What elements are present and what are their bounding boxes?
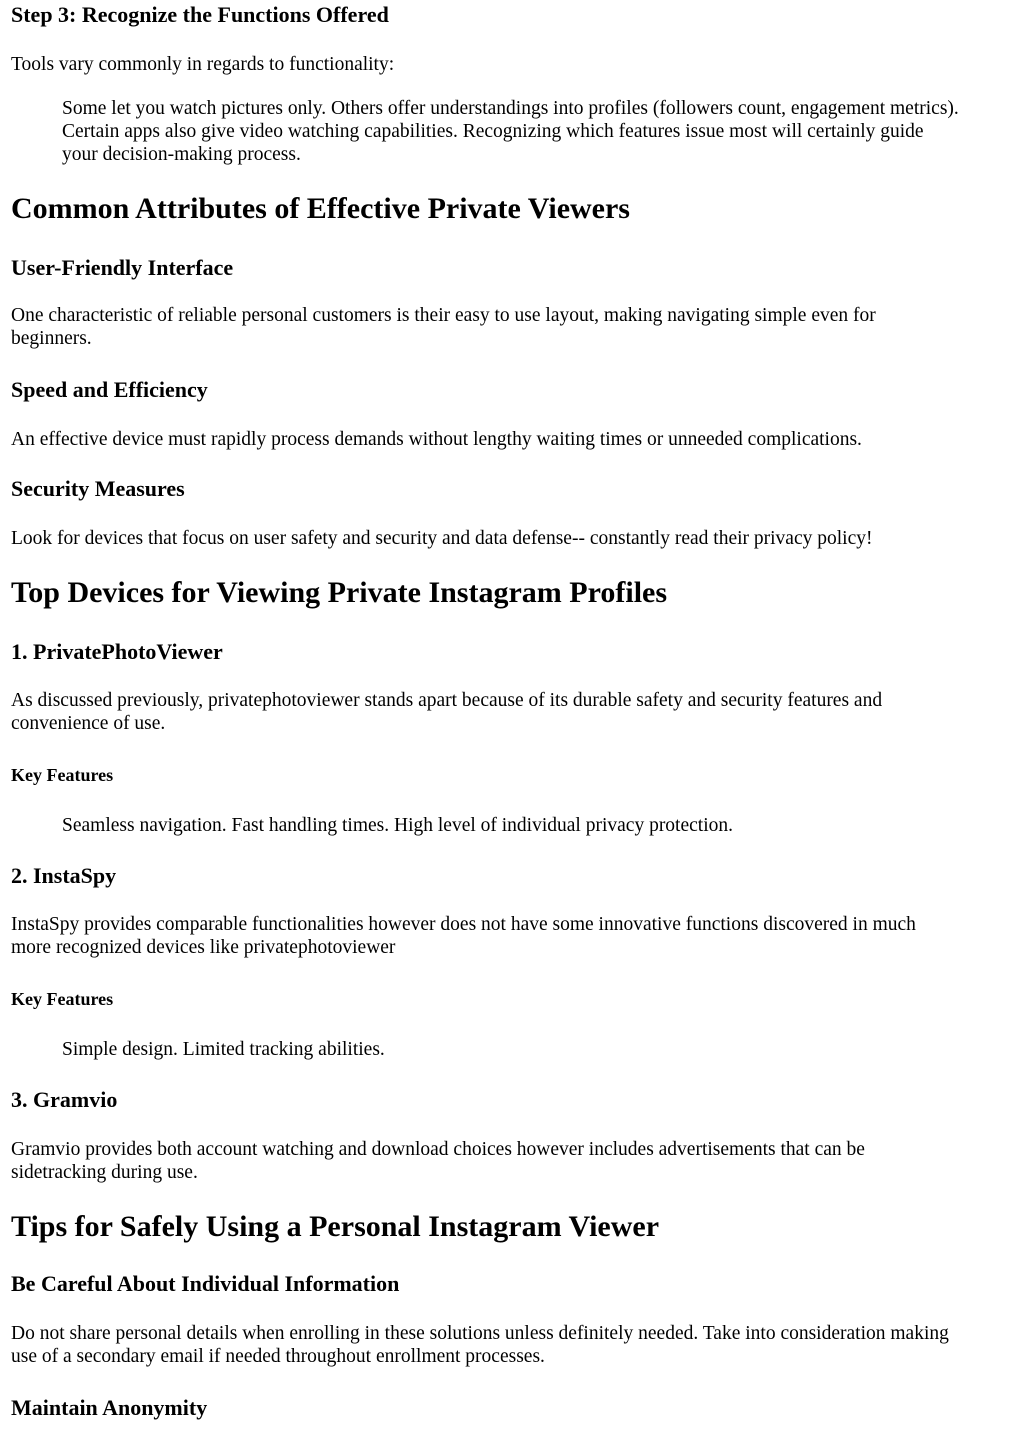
- step3-quote-line: Certain apps also give video watching capabilities. Recognizing which features issue most will certainly guide: [62, 121, 924, 142]
- attributes-heading: Common Attributes of Effective Private Viewers: [11, 192, 630, 225]
- device-heading-privatephotoviewer: 1. PrivatePhotoViewer: [11, 639, 223, 664]
- device-heading-gramvio: 3. Gramvio: [11, 1087, 118, 1112]
- device-text-line: sidetracking during use.: [11, 1162, 198, 1183]
- speed-text: An effective device must rapidly process demands without lengthy waiting times or unneeded complications.: [11, 429, 862, 450]
- ui-heading: User-Friendly Interface: [11, 255, 234, 280]
- step3-intro: Tools vary commonly in regards to functionality:: [11, 54, 395, 75]
- key-features-quote: Seamless navigation. Fast handling times. High level of individual privacy protection.: [62, 815, 733, 836]
- key-features-quote: Simple design. Limited tracking abilities.: [62, 1039, 385, 1060]
- step3-quote-line: Some let you watch pictures only. Others offer understandings into profiles (followers count, engagement metrics).: [62, 98, 959, 119]
- careful-heading: Be Careful About Individual Information: [11, 1271, 400, 1296]
- key-features-heading: Key Features: [11, 989, 114, 1009]
- device-text-line: As discussed previously, privatephotoviewer stands apart because of its durable safety and security features and: [11, 690, 883, 711]
- security-heading: Security Measures: [11, 476, 185, 501]
- step3-quote-line: your decision-making process.: [62, 144, 301, 165]
- security-text: Look for devices that focus on user safety and security and data defense-- constantly read their privacy policy!: [11, 528, 873, 549]
- anonymity-heading: Maintain Anonymity: [11, 1395, 208, 1420]
- speed-heading: Speed and Efficiency: [11, 377, 208, 402]
- top-devices-heading: Top Devices for Viewing Private Instagram Profiles: [11, 576, 668, 609]
- device-text-line: Gramvio provides both account watching and download choices however includes advertisements that can be: [11, 1139, 865, 1160]
- device-heading-instaspy: 2. InstaSpy: [11, 863, 117, 888]
- ui-text-line: One characteristic of reliable personal customers is their easy to use layout, making navigating simple even for: [11, 305, 876, 326]
- careful-text-line: use of a secondary email if needed throughout enrollment processes.: [11, 1346, 545, 1367]
- ui-text-line: beginners.: [11, 328, 92, 349]
- device-text-line: InstaSpy provides comparable functionalities however does not have some innovative functions discovered in much: [11, 914, 916, 935]
- device-text-line: convenience of use.: [11, 713, 166, 734]
- step3-heading: Step 3: Recognize the Functions Offered: [11, 2, 389, 27]
- tips-heading: Tips for Safely Using a Personal Instagram Viewer: [11, 1210, 660, 1243]
- key-features-heading: Key Features: [11, 765, 114, 785]
- device-text-line: more recognized devices like privatephotoviewer: [11, 937, 396, 958]
- careful-text-line: Do not share personal details when enrolling in these solutions unless definitely needed. Take into consideration making: [11, 1323, 949, 1344]
